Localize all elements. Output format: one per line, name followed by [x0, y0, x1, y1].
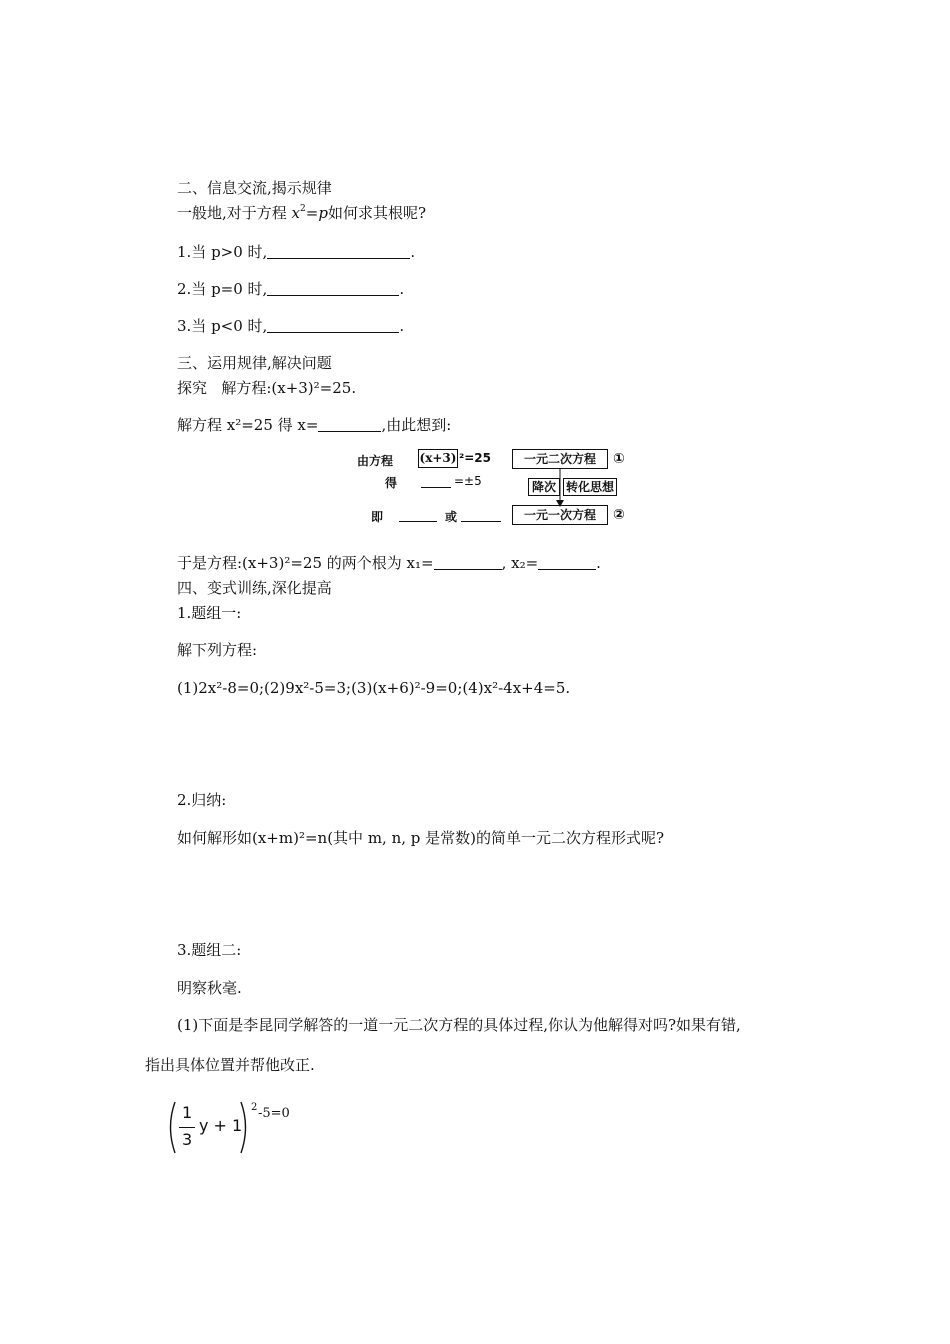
answer-blank[interactable]	[538, 555, 596, 570]
section3-heading: 三、运用规律,解决问题	[177, 354, 332, 372]
diagram-row3-label: 即	[371, 510, 384, 524]
diagram-or-label: 或	[445, 510, 458, 524]
fraction-denominator: 3	[182, 1130, 193, 1149]
section4-heading: 四、变式训练,深化提高	[177, 579, 332, 597]
summary-title: 2.归纳:	[177, 791, 227, 809]
diagram-blank[interactable]	[461, 507, 501, 522]
case-item-2: 2.当 p=0 时, .	[177, 280, 405, 298]
diagram-marker-2: ②	[613, 507, 625, 523]
group2-problem-line1: (1)下面是李昆同学解答的一道一元二次方程的具体过程,你认为他解得对吗?如果有错,	[177, 1016, 741, 1034]
diagram-row2-eq: =±5	[454, 474, 482, 488]
conclusion-mid: , x₂=	[501, 554, 539, 572]
diagram-eq-rest: ²=25	[459, 451, 492, 465]
summary-question: 如何解形如(x+m)²=n(其中 m, n, p 是常数)的简单一元二次方程形式呢?	[177, 829, 665, 847]
case-item-1: 1.当 p>0 时, .	[177, 243, 416, 261]
question-suffix: 如何求其根呢?	[327, 204, 426, 222]
solve-line	[177, 415, 451, 435]
answer-blank[interactable]	[267, 281, 399, 296]
explore-text: 解方程:(x+3)²=25.	[221, 379, 357, 397]
diagram-blank[interactable]	[399, 507, 437, 522]
conclusion-end: .	[596, 554, 601, 572]
solve-prefix: 解方程 x²=25 得 x=	[177, 416, 319, 434]
answer-blank[interactable]	[267, 244, 410, 259]
diagram-down-arrow	[555, 469, 565, 508]
equation-inner: y + 1	[199, 1116, 243, 1135]
diagram-quadratic-box: 一元二次方程	[512, 449, 608, 469]
fraction-numerator: 1	[182, 1103, 193, 1122]
left-paren	[165, 1100, 177, 1155]
question-prefix: 一般地,对于方程	[177, 204, 292, 222]
diagram-row2-label: 得	[385, 476, 398, 490]
group2-title: 3.题组二:	[177, 941, 242, 959]
section2-heading: 二、信息交流,揭示规律	[177, 179, 332, 197]
group1-equations: (1)2x²-8=0;(2)9x²-5=3;(3)(x+6)²-9=0;(4)x²-4x+4=5.	[177, 679, 571, 697]
case-label: 2.当 p=0 时,	[177, 280, 268, 298]
right-paren	[239, 1100, 251, 1155]
equation-tail: -5=0	[258, 1106, 290, 1121]
fraction-equation	[165, 1100, 305, 1160]
section2-question: 一般地,对于方程 $x^2=p$如何求其根呢?	[177, 204, 426, 222]
diagram-tag-transform: 转化思想	[563, 478, 617, 496]
group2-problem-line2: 指出具体位置并帮他改正.	[145, 1056, 315, 1074]
explore-line	[177, 378, 356, 398]
answer-blank[interactable]	[318, 417, 381, 432]
answer-blank[interactable]	[434, 555, 502, 570]
reduction-diagram	[355, 446, 645, 530]
diagram-linear-box: 一元一次方程	[512, 505, 608, 525]
group1-instruction: 解下列方程:	[177, 641, 258, 659]
case-label: 3.当 p<0 时,	[177, 317, 268, 335]
group1-title: 1.题组一:	[177, 604, 242, 622]
diagram-row1-label: 由方程	[357, 454, 394, 468]
diagram-marker-1: ①	[613, 451, 625, 467]
diagram-eq-box: (x+3)	[418, 449, 458, 468]
equation-exponent: 2	[251, 1102, 258, 1113]
conclusion-line	[177, 553, 601, 573]
fraction-bar	[179, 1127, 195, 1128]
diagram-blank[interactable]	[421, 473, 451, 488]
conclusion-prefix: 于是方程:(x+3)²=25 的两个根为 x₁=	[177, 554, 434, 572]
explore-label: 探究	[177, 379, 208, 397]
diagram-tag-reduce: 降次	[528, 478, 560, 496]
group2-subtitle: 明察秋毫.	[177, 979, 242, 997]
answer-blank[interactable]	[267, 318, 399, 333]
case-label: 1.当 p>0 时,	[177, 243, 268, 261]
solve-suffix: ,由此想到:	[381, 416, 452, 434]
case-item-3: 3.当 p<0 时, .	[177, 317, 405, 335]
